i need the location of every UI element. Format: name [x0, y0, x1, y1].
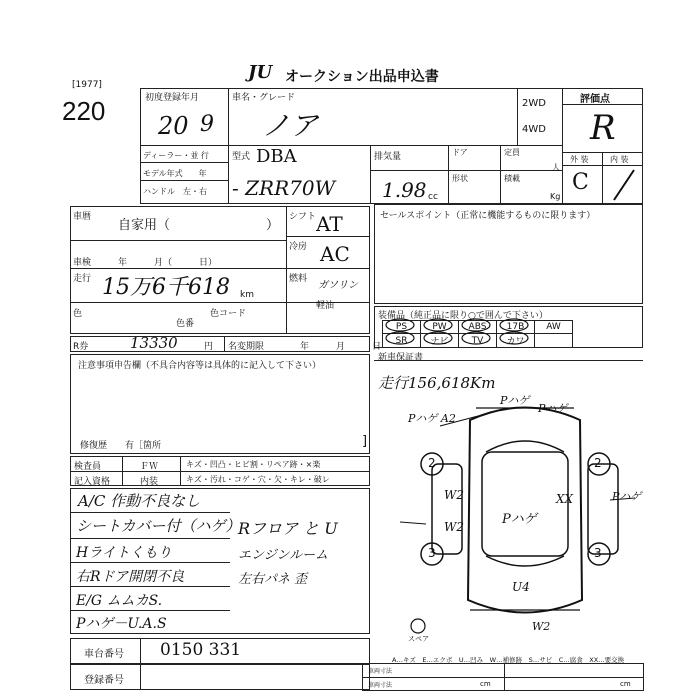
load-unit: Kg	[550, 192, 561, 201]
name-change-label: 名変期限 年 月 日	[228, 342, 382, 352]
note-line-4: 右Rドア開閉不良	[76, 569, 185, 585]
shape-label: 形状	[452, 174, 468, 183]
note-right-2: エンジンルーム	[238, 548, 329, 563]
diagram-mark-w2-bottom: W2	[532, 620, 551, 633]
diagram-mark-body-center: Pハゲ	[502, 512, 537, 527]
car-name-value: ノア	[262, 109, 319, 142]
repair-bracket-close: ]	[362, 434, 368, 449]
note-line-3: Hライトくもり	[76, 545, 172, 561]
warranty-label: 新車保証書	[378, 353, 424, 363]
cc-unit: cc	[428, 192, 438, 202]
handle-label: ハンドル 左・右	[143, 187, 207, 196]
color-no-label: 色番	[176, 319, 195, 329]
2wd-label: 2WD	[522, 98, 546, 109]
equip-tv: TV	[459, 334, 497, 348]
equip-17b: 17B	[497, 321, 535, 334]
inner-label: 内装	[140, 477, 159, 487]
diagram-circle-left-top: 2	[428, 456, 436, 470]
usage-close: ）	[266, 218, 280, 233]
diagram-mark-xx: XX	[556, 492, 574, 506]
lot-number: 220	[62, 96, 106, 126]
interior-legend: キズ・汚れ・コゲ・穴・欠・キレ・破レ	[186, 475, 330, 484]
chassis-no-label: 車台番号	[84, 649, 124, 660]
chassis-code-value: - ZRR70W	[232, 176, 336, 200]
note-right-3: 左右パネ 歪	[238, 572, 308, 587]
mileage-value: 15万6千618	[102, 275, 230, 300]
footer-dim-left-2: 車両寸法	[368, 682, 393, 689]
interior-slash-mark	[606, 166, 640, 202]
displacement-value: 1.98	[382, 178, 427, 202]
equip-ps: PS	[383, 321, 421, 334]
recycle-label: R券	[73, 342, 89, 352]
form-number: [1977]	[72, 80, 102, 90]
car-name-label: 車名・グレード	[232, 93, 296, 103]
door-label: ドア	[452, 148, 468, 157]
cooling-value: AC	[320, 242, 350, 266]
km-unit: km	[240, 290, 254, 300]
shift-label: シフト	[289, 212, 317, 222]
diagram-mark-body-left: W2	[444, 488, 464, 502]
equip-leather: カワ	[497, 334, 535, 348]
repair-history-label: 修復歴 有［箇所	[80, 441, 162, 451]
mileage-label: 走行	[73, 274, 92, 284]
fuel-value-gasoline: ガソリン	[318, 280, 358, 291]
reg-month: 9	[200, 112, 214, 137]
interior-label: 内 装	[610, 155, 629, 164]
yen-unit: 円	[204, 342, 214, 352]
equipment-label: 装備品（純正品に限り○で囲んで下さい）	[378, 311, 548, 321]
inspection-label: 車検 年 月（ 日）	[73, 258, 218, 268]
chassis-no-value: 0150 331	[160, 640, 242, 660]
exterior-label: 外 装	[570, 155, 589, 164]
usage-label: 車暦	[73, 212, 92, 222]
model-type-value: DBA	[256, 146, 297, 167]
usage-value: 自家用（	[118, 218, 171, 233]
footer-cm-1: cm	[480, 680, 491, 688]
equip-navi: ナビ	[421, 334, 459, 348]
note-line-6: Pハゲ－U.A.S	[76, 616, 167, 632]
logo: JU	[248, 62, 273, 83]
note-area-label: 記入資格	[74, 477, 111, 487]
grade-header: 評価点	[580, 94, 610, 105]
equip-abs: ABS	[459, 321, 497, 334]
fuel-label: 燃料	[289, 274, 308, 284]
fuel-option-diesel: 軽油	[316, 301, 335, 311]
equipment-circle-marks	[380, 318, 580, 348]
recycle-amount: 13330	[130, 334, 178, 352]
diagram-spare-label: スペア	[408, 635, 429, 643]
selling-points-label: セールスポイント（正常に機能するものに限ります）	[380, 211, 596, 221]
diagram-mark-top-right: Pハゲ	[538, 402, 568, 415]
grade-value: R	[590, 108, 616, 148]
first-reg-label: 初度登録年月	[145, 93, 200, 103]
diagram-mark-body-lower: W2	[444, 520, 464, 534]
note-line-2: シートカバー付（ハゲ）	[76, 517, 241, 535]
equip-pw: PW	[421, 321, 459, 334]
color-label: 色	[73, 309, 83, 319]
reg-year: 20	[158, 112, 189, 140]
footer-dim-left-1: 車両寸法	[368, 668, 393, 675]
note-right-1: Rフロア と U	[238, 519, 338, 538]
model-year-label: モデル年式 年	[143, 169, 207, 178]
diagram-circle-left-bottom: 3	[428, 546, 436, 560]
diagram-mark-right-p: Pハゲ	[612, 490, 642, 503]
equip-aw: AW	[535, 321, 573, 334]
reg-no-label: 登録番号	[84, 675, 124, 686]
diagram-mark-top-mid: Pハゲ	[500, 394, 530, 407]
note-line-5: E/G ムムカS.	[76, 593, 163, 609]
footer-cm-2: cm	[620, 680, 631, 688]
model-type-label: 型式	[232, 152, 251, 162]
footer-codes: A…キズ E…エクボ U…凹み W…補修跡 S…サビ C…腐食 XX…要交換	[392, 656, 625, 664]
color-code-label: 色コード	[210, 309, 247, 319]
displacement-label: 排気量	[374, 152, 402, 162]
notes-header: 注意事項申告欄（不具合内容等は具体的に記入して下さい）	[78, 361, 322, 371]
equip-sr: SR	[383, 334, 421, 348]
note-line-1: A/C 作動不良なし	[78, 492, 201, 510]
diagram-mark-u4: U4	[512, 580, 530, 594]
diagram-circle-right-bottom: 3	[594, 546, 602, 560]
capacity-unit: 人	[552, 163, 560, 172]
fw-label: ＦＷ	[140, 462, 159, 472]
load-label: 積載	[504, 174, 520, 183]
cooling-label: 冷房	[289, 242, 308, 252]
form-title: オークション出品申込書	[285, 69, 439, 85]
mileage-note: 走行156,618Km	[378, 374, 496, 392]
capacity-label: 定員	[504, 148, 520, 157]
diagram-circle-right-top: 2	[594, 456, 602, 470]
exterior-legend: キズ・凹凸・ヒビ割・リペア跡・×楽	[186, 460, 321, 469]
exterior-grade-value: C	[572, 170, 589, 195]
shift-value: AT	[316, 212, 343, 236]
inspector-label: 検査員	[74, 462, 102, 472]
4wd-label: 4WD	[522, 124, 546, 135]
dealer-label: ディーラー・並 行	[143, 151, 209, 160]
diagram-mark-top-left: Pハゲ A2	[408, 412, 456, 425]
